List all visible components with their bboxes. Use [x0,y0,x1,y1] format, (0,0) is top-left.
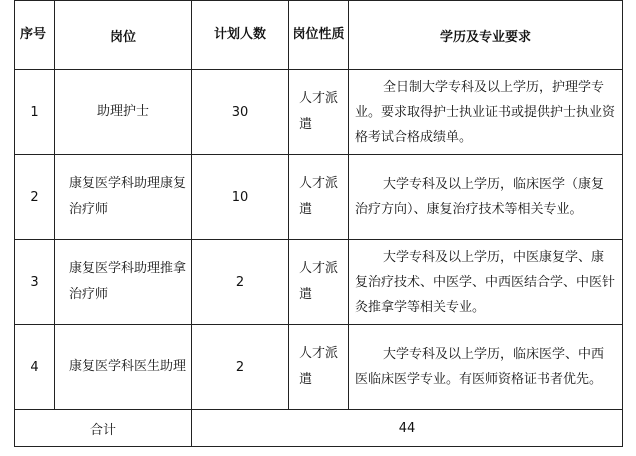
cell-no: 1 [15,70,55,155]
cell-type: 人才派遣 [289,325,349,410]
cell-requirement: 大学专科及以上学历，中医康复学、康复治疗技术、中医学、中西医结合学、中医针灸推拿学等相关专业。 [349,240,623,325]
cell-type: 人才派遣 [289,70,349,155]
cell-type: 人才派遣 [289,155,349,240]
cell-position: 康复医学科助理康复治疗师 [55,155,192,240]
header-position: 岗位 [55,1,192,70]
cell-requirement: 大学专科及以上学历，临床医学（康复治疗方向）、康复治疗技术等相关专业。 [349,155,623,240]
cell-count: 2 [192,240,289,325]
header-requirement: 学历及专业要求 [349,1,623,70]
cell-position: 康复医学科助理推拿治疗师 [55,240,192,325]
header-no: 序号 [15,1,55,70]
cell-requirement: 大学专科及以上学历，临床医学、中西医临床医学专业。有医师资格证书者优先。 [349,325,623,410]
table-row [15,325,623,410]
total-row [15,410,623,447]
cell-position: 康复医学科医生助理 [55,325,192,410]
cell-no: 4 [15,325,55,410]
table-row [15,240,623,325]
cell-position: 助理护士 [55,70,192,155]
recruitment-table [14,0,623,447]
cell-count: 10 [192,155,289,240]
table-row [15,155,623,240]
cell-no: 3 [15,240,55,325]
table-row [15,70,623,155]
cropped-footnote [14,448,214,456]
total-label: 合计 [15,410,192,447]
cell-count: 2 [192,325,289,410]
header-count: 计划人数 [192,1,289,70]
cell-requirement: 全日制大学专科及以上学历，护理学专业。要求取得护士执业证书或提供护士执业资格考试合格成绩单。 [349,70,623,155]
cell-no: 2 [15,155,55,240]
total-value: 44 [192,410,623,447]
header-row [15,1,623,70]
cell-type: 人才派遣 [289,240,349,325]
header-type: 岗位性质 [289,1,349,70]
cell-count: 30 [192,70,289,155]
